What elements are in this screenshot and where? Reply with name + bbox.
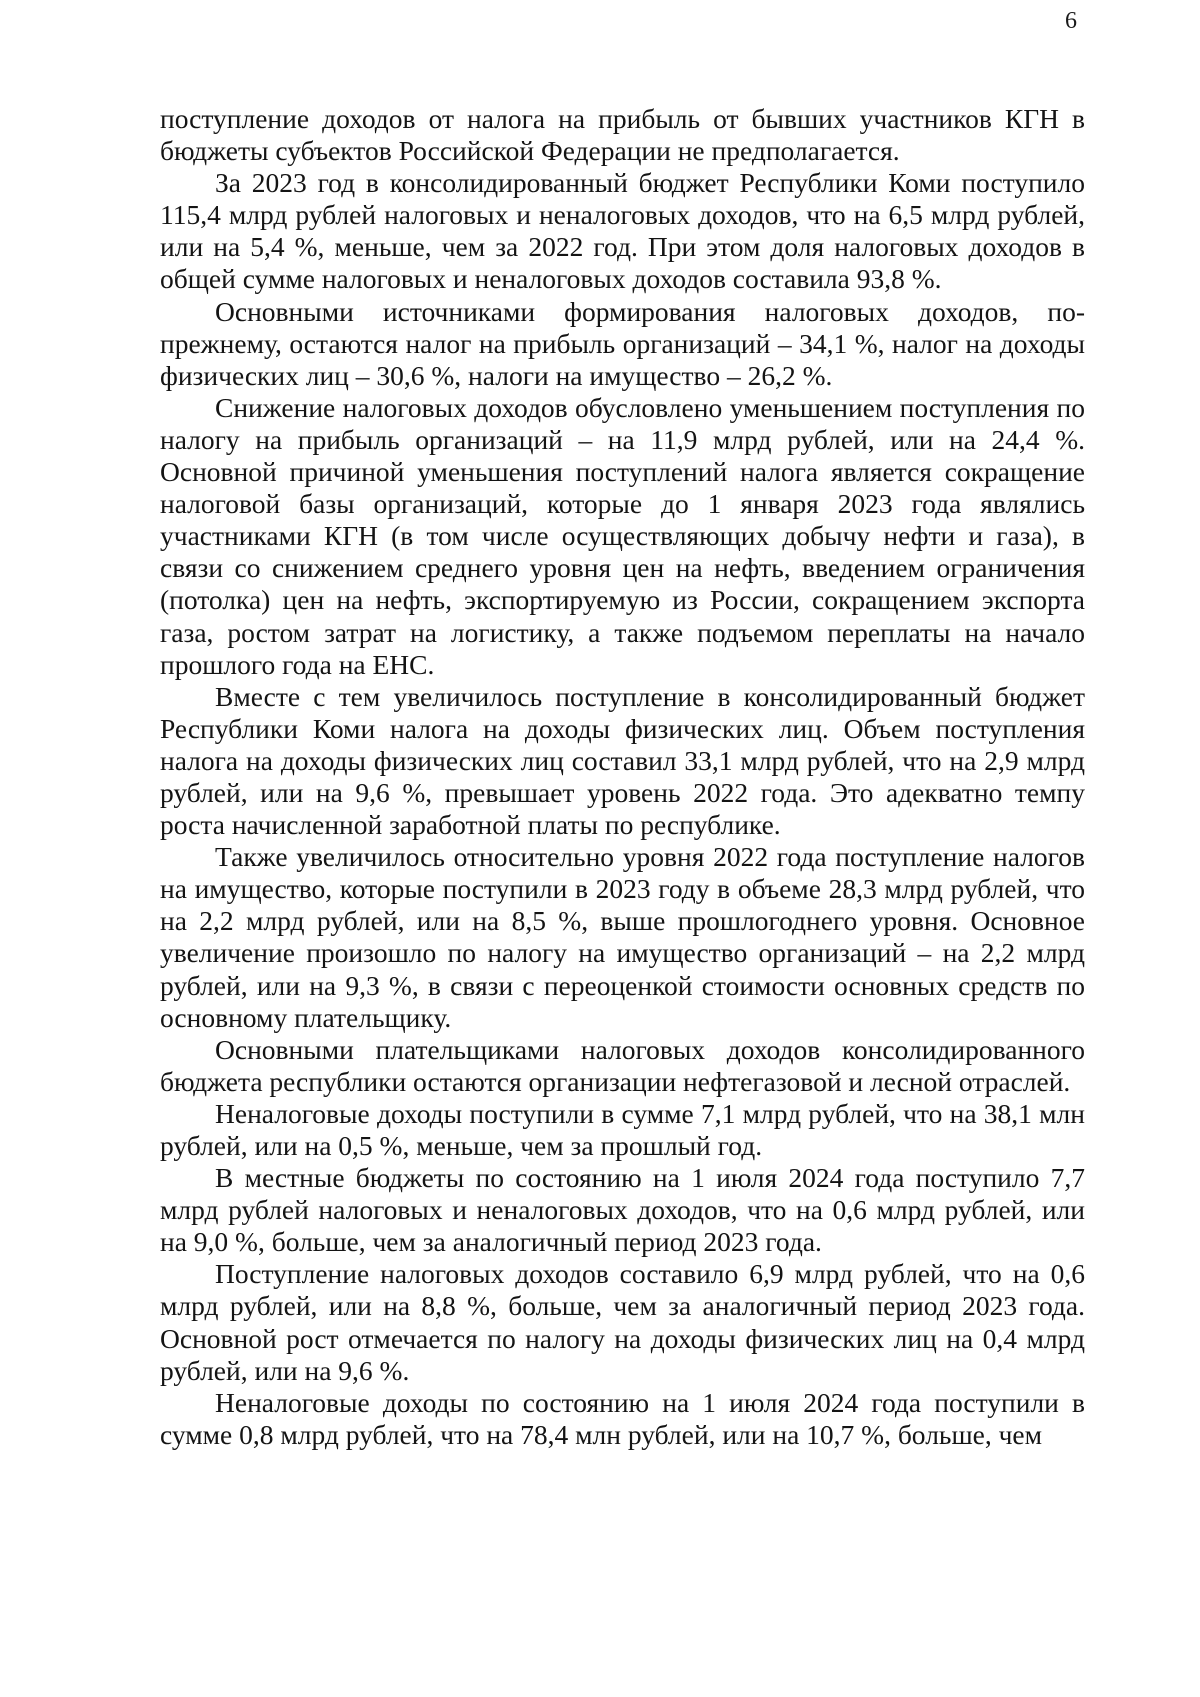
- paragraph: Основными плательщиками налоговых доходов консолидированного бюджета республики остаются организации нефтегазовой и лесной отраслей.: [160, 1033, 1085, 1097]
- paragraph: За 2023 год в консолидированный бюджет Республики Коми поступило 115,4 млрд рублей налоговых и неналоговых доходов, что на 6,5 млрд рублей, или на 5,4 %, меньше, чем за 2022 год. При этом доля налоговых доходов в общей сумме налоговых и неналоговых доходов составила 93,8 %.: [160, 167, 1085, 295]
- paragraph: Неналоговые доходы поступили в сумме 7,1 млрд рублей, что на 38,1 млн рублей, или на 0,5 %, меньше, чем за прошлый год.: [160, 1097, 1085, 1161]
- paragraph: Основными источниками формирования налоговых доходов, по-прежнему, остаются налог на прибыль организаций – 34,1 %, налог на доходы физических лиц – 30,6 %, налоги на имущество – 26,2 %.: [160, 295, 1085, 391]
- paragraph: Также увеличилось относительно уровня 2022 года поступление налогов на имущество, которые поступили в 2023 году в объеме 28,3 млрд рублей, что на 2,2 млрд рублей, или на 8,5 %, выше прошлогоднего уровня. Основное увеличение произошло по налогу на имущество организаций – на 2,2 млрд рублей, или на 9,3 %, в связи с переоценкой стоимости основных средств по основному плательщику.: [160, 841, 1085, 1033]
- page-number: 6: [1065, 8, 1077, 34]
- paragraph: поступление доходов от налога на прибыль от бывших участников КГН в бюджеты субъектов Российской Федерации не предполагается.: [160, 103, 1085, 167]
- paragraph: Поступление налоговых доходов составило 6,9 млрд рублей, что на 0,6 млрд рублей, или на 8,8 %, больше, чем за аналогичный период 2023 года. Основной рост отмечается по налогу на доходы физических лиц на 0,4 млрд рублей, или на 9,6 %.: [160, 1258, 1085, 1386]
- paragraph: Неналоговые доходы по состоянию на 1 июля 2024 года поступили в сумме 0,8 млрд рублей, что на 78,4 млн рублей, или на 10,7 %, больше, чем: [160, 1386, 1085, 1450]
- paragraph: В местные бюджеты по состоянию на 1 июля 2024 года поступило 7,7 млрд рублей налоговых и неналоговых доходов, что на 0,6 млрд рублей, или на 9,0 %, больше, чем за аналогичный период 2023 года.: [160, 1162, 1085, 1258]
- paragraph: Снижение налоговых доходов обусловлено уменьшением поступления по налогу на прибыль организаций – на 11,9 млрд рублей, или на 24,4 %. Основной причиной уменьшения поступлений налога является сокращение налоговой базы организаций, которые до 1 января 2023 года являлись участниками КГН (в том числе осуществляющих добычу нефти и газа), в связи со снижением среднего уровня цен на нефть, введением ограничения (потолка) цен на нефть, экспортируемую из России, сокращением экспорта газа, ростом затрат на логистику, а также подъемом переплаты на начало прошлого года на ЕНС.: [160, 391, 1085, 680]
- document-body: [160, 103, 1085, 1451]
- paragraph: Вместе с тем увеличилось поступление в консолидированный бюджет Республики Коми налога на доходы физических лиц. Объем поступления налога на доходы физических лиц составил 33,1 млрд рублей, что на 2,9 млрд рублей, или на 9,6 %, превышает уровень 2022 года. Это адекватно темпу роста начисленной заработной платы по республике.: [160, 680, 1085, 841]
